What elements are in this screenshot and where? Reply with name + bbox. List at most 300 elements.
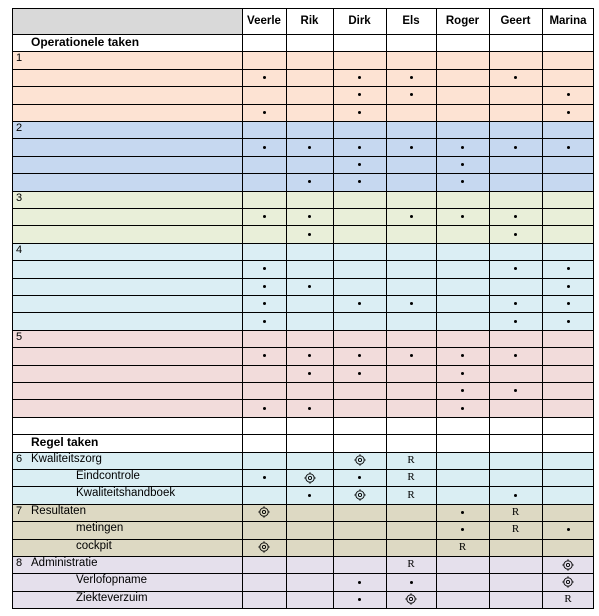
dot-marker (263, 285, 266, 288)
matrix-cell (542, 156, 594, 173)
dot-marker (461, 372, 464, 375)
table-row (12, 191, 594, 208)
column-header-rik: Rik (300, 15, 319, 27)
matrix-cell (286, 434, 333, 451)
matrix-cell (542, 34, 594, 51)
row-divider (12, 452, 594, 453)
matrix-cell (436, 591, 489, 608)
matrix-cell (489, 260, 542, 277)
matrix-cell (489, 34, 542, 51)
matrix-cell (333, 312, 386, 329)
dot-marker (514, 494, 517, 497)
dot-marker (410, 76, 413, 79)
dot-marker (567, 285, 570, 288)
matrix-cell (286, 260, 333, 277)
matrix-cell (242, 278, 286, 295)
matrix-cell (333, 104, 386, 121)
task-label: Verlofopname (76, 574, 147, 587)
matrix-cell (242, 591, 286, 608)
matrix-cell (242, 486, 286, 503)
section-row (12, 34, 594, 51)
matrix-cell (333, 399, 386, 416)
matrix-cell (436, 539, 489, 556)
matrix-cell (286, 138, 333, 155)
table-row (12, 138, 594, 155)
matrix-cell (286, 208, 333, 225)
table-row (12, 260, 594, 277)
dot-marker (308, 407, 311, 410)
matrix-cell (286, 86, 333, 103)
row-divider (12, 278, 594, 279)
matrix-cell (489, 365, 542, 382)
matrix-cell (542, 417, 594, 434)
matrix-cell (436, 191, 489, 208)
column-header-roger: Roger (445, 15, 480, 27)
dot-marker (308, 372, 311, 375)
column-header-geert: Geert (500, 15, 531, 27)
matrix-cell (489, 138, 542, 155)
table-row (12, 86, 594, 103)
responsible-marker: R (407, 558, 415, 571)
matrix-cell (286, 34, 333, 51)
matrix-cell (333, 539, 386, 556)
table-row (12, 504, 594, 521)
matrix-cell (333, 121, 386, 138)
matrix-cell (489, 556, 542, 573)
row-divider (12, 608, 594, 609)
task-label: Eindcontrole (76, 470, 140, 482)
column-header-els: Els (402, 15, 420, 27)
column-header-marina: Marina (549, 15, 587, 27)
matrix-cell (333, 486, 386, 503)
matrix-cell (436, 573, 489, 590)
task-label: Kwaliteitshandboek (76, 487, 176, 500)
row-divider (12, 312, 594, 313)
matrix-cell (386, 417, 436, 434)
matrix-cell (286, 347, 333, 364)
matrix-cell (489, 208, 542, 225)
column-divider (542, 8, 543, 609)
matrix-cell (436, 173, 489, 190)
responsible-marker: R (458, 540, 467, 553)
matrix-cell (542, 86, 594, 103)
matrix-cell (242, 51, 286, 68)
matrix-cell (242, 417, 286, 434)
column-divider (242, 8, 243, 609)
matrix-cell (436, 225, 489, 242)
matrix-cell (286, 330, 333, 347)
matrix-cell (542, 347, 594, 364)
matrix-cell (386, 138, 436, 155)
matrix-cell (489, 104, 542, 121)
target-icon (258, 506, 270, 518)
matrix-cell (386, 121, 436, 138)
dot-marker (461, 511, 464, 514)
matrix-cell (333, 417, 386, 434)
table-row (12, 382, 594, 399)
matrix-cell (542, 295, 594, 312)
header-row (12, 8, 594, 34)
dot-marker (263, 320, 266, 323)
matrix-cell (286, 486, 333, 503)
responsible-marker: R (407, 471, 415, 484)
matrix-cell (542, 382, 594, 399)
matrix-cell (436, 434, 489, 451)
matrix-cell (386, 278, 436, 295)
matrix-cell (242, 365, 286, 382)
matrix-cell (436, 504, 489, 521)
matrix-cell (333, 86, 386, 103)
matrix-cell (242, 69, 286, 86)
matrix-cell (242, 399, 286, 416)
group-number: 2 (16, 122, 23, 134)
table-row (12, 278, 594, 295)
group-number: 6 (16, 452, 23, 465)
matrix-cell (436, 104, 489, 121)
row-divider (12, 504, 594, 505)
matrix-cell (386, 191, 436, 208)
responsible-marker: R (511, 505, 520, 518)
matrix-cell (286, 365, 333, 382)
task-label: Administratie (31, 557, 98, 569)
dot-marker (514, 146, 517, 149)
matrix-cell (436, 521, 489, 538)
task-label: Resultaten (31, 504, 86, 517)
dot-marker (567, 320, 570, 323)
matrix-cell (436, 312, 489, 329)
matrix-cell (489, 504, 542, 521)
matrix-cell (436, 347, 489, 364)
matrix-cell (386, 469, 436, 486)
row-divider (12, 8, 594, 9)
matrix-cell (286, 278, 333, 295)
column-header-dirk: Dirk (348, 15, 371, 27)
dot-marker (358, 581, 361, 584)
matrix-cell (542, 591, 594, 608)
matrix-cell (386, 347, 436, 364)
dot-marker (567, 146, 570, 149)
matrix-cell (386, 539, 436, 556)
matrix-cell (489, 452, 542, 469)
matrix-cell (386, 86, 436, 103)
matrix-cell (333, 452, 386, 469)
dot-marker (410, 215, 413, 218)
task-label: Kwaliteitszorg (31, 452, 102, 465)
matrix-cell (286, 243, 333, 260)
matrix-cell (386, 434, 436, 451)
matrix-cell (333, 556, 386, 573)
matrix-cell (386, 312, 436, 329)
matrix-cell (542, 452, 594, 469)
matrix-cell (436, 365, 489, 382)
target-icon (304, 472, 316, 484)
dot-marker (358, 598, 361, 601)
matrix-cell (489, 573, 542, 590)
matrix-cell (386, 295, 436, 312)
dot-marker (308, 146, 311, 149)
matrix-cell (436, 295, 489, 312)
matrix-cell (242, 191, 286, 208)
matrix-cell (286, 573, 333, 590)
matrix-cell (489, 86, 542, 103)
section-title: Regel taken (31, 435, 99, 450)
matrix-cell (489, 156, 542, 173)
matrix-cell (242, 469, 286, 486)
matrix-cell (489, 225, 542, 242)
matrix-cell (333, 208, 386, 225)
row-divider (12, 260, 594, 261)
matrix-cell (542, 121, 594, 138)
matrix-cell (242, 330, 286, 347)
matrix-cell (386, 452, 436, 469)
matrix-cell (286, 69, 333, 86)
matrix-cell (286, 539, 333, 556)
matrix-cell (242, 556, 286, 573)
matrix-cell (386, 173, 436, 190)
matrix-cell (386, 51, 436, 68)
matrix-cell (333, 156, 386, 173)
row-divider (12, 365, 594, 366)
table-row (12, 486, 594, 503)
matrix-cell (242, 86, 286, 103)
dot-marker (461, 146, 464, 149)
matrix-cell (242, 539, 286, 556)
row-divider (12, 243, 594, 244)
dot-marker (461, 163, 464, 166)
matrix-cell (489, 417, 542, 434)
matrix-cell (542, 243, 594, 260)
matrix-cell (489, 469, 542, 486)
matrix-cell (436, 121, 489, 138)
matrix-cell (333, 295, 386, 312)
matrix-cell (386, 399, 436, 416)
matrix-cell (242, 156, 286, 173)
matrix-cell (286, 156, 333, 173)
row-divider (12, 69, 594, 70)
row-divider (12, 573, 594, 574)
group-number: 7 (16, 504, 23, 517)
matrix-cell (489, 121, 542, 138)
matrix-cell (436, 34, 489, 51)
row-divider (12, 51, 594, 52)
target-icon (562, 576, 574, 588)
matrix-cell (489, 330, 542, 347)
matrix-cell (542, 539, 594, 556)
matrix-cell (286, 295, 333, 312)
row-divider (12, 156, 594, 157)
matrix-cell (333, 260, 386, 277)
dot-marker (358, 372, 361, 375)
matrix-cell (489, 347, 542, 364)
matrix-cell (242, 573, 286, 590)
matrix-cell (333, 521, 386, 538)
responsible-marker: R (511, 523, 520, 536)
matrix-cell (542, 208, 594, 225)
dot-marker (308, 233, 311, 236)
table-row (12, 104, 594, 121)
row-divider (12, 104, 594, 105)
row-divider (12, 521, 594, 522)
dot-marker (263, 111, 266, 114)
matrix-cell (333, 434, 386, 451)
table-row (12, 556, 594, 573)
matrix-cell (242, 173, 286, 190)
row-divider (12, 295, 594, 296)
table-row (12, 591, 594, 608)
dot-marker (410, 581, 413, 584)
table-row (12, 573, 594, 590)
matrix-cell (542, 486, 594, 503)
matrix-cell (542, 191, 594, 208)
matrix-cell (286, 417, 333, 434)
matrix-cell (333, 365, 386, 382)
table-row (12, 295, 594, 312)
matrix-cell (542, 469, 594, 486)
table-row (12, 365, 594, 382)
matrix-cell (242, 225, 286, 242)
table-row (12, 173, 594, 190)
matrix-cell (436, 330, 489, 347)
matrix-cell (386, 69, 436, 86)
dot-marker (567, 302, 570, 305)
dot-marker (358, 76, 361, 79)
group-number: 4 (16, 243, 23, 256)
matrix-cell (542, 225, 594, 242)
matrix-cell (489, 278, 542, 295)
matrix-cell (386, 486, 436, 503)
matrix-cell (242, 138, 286, 155)
matrix-cell (436, 243, 489, 260)
matrix-cell (386, 156, 436, 173)
matrix-cell (286, 191, 333, 208)
matrix-cell (242, 452, 286, 469)
matrix-cell (542, 521, 594, 538)
dot-marker (410, 146, 413, 149)
matrix-cell (242, 208, 286, 225)
row-divider (12, 417, 594, 418)
matrix-cell (489, 434, 542, 451)
matrix-cell (489, 591, 542, 608)
row-divider (12, 86, 594, 87)
row-divider (12, 34, 594, 35)
matrix-cell (386, 382, 436, 399)
matrix-cell (242, 295, 286, 312)
dot-marker (514, 76, 517, 79)
matrix-cell (489, 69, 542, 86)
table-row (12, 69, 594, 86)
matrix-cell (242, 34, 286, 51)
matrix-cell (333, 138, 386, 155)
matrix-cell (436, 260, 489, 277)
matrix-cell (542, 69, 594, 86)
matrix-cell (542, 330, 594, 347)
group-number: 8 (16, 557, 23, 569)
matrix-cell (386, 34, 436, 51)
matrix-cell (489, 382, 542, 399)
row-divider (12, 121, 594, 122)
matrix-cell (436, 382, 489, 399)
task-label: Ziekteverzuim (76, 591, 148, 604)
dot-marker (567, 111, 570, 114)
table-row (12, 243, 594, 260)
matrix-cell (436, 208, 489, 225)
table-row (12, 208, 594, 225)
column-divider (12, 8, 13, 609)
row-divider (12, 208, 594, 209)
row-divider (12, 539, 594, 540)
matrix-cell (489, 486, 542, 503)
target-icon (562, 559, 574, 571)
matrix-cell (242, 504, 286, 521)
matrix-cell (386, 365, 436, 382)
matrix-cell (286, 399, 333, 416)
matrix-cell (286, 382, 333, 399)
matrix-cell (386, 504, 436, 521)
matrix-cell (386, 573, 436, 590)
column-divider (593, 8, 594, 609)
matrix-cell (333, 504, 386, 521)
matrix-cell (242, 312, 286, 329)
table-row (12, 521, 594, 538)
column-divider (333, 8, 334, 609)
target-icon (405, 593, 417, 605)
matrix-cell (333, 573, 386, 590)
matrix-cell (542, 51, 594, 68)
matrix-cell (436, 69, 489, 86)
matrix-cell (242, 243, 286, 260)
target-icon (354, 454, 366, 466)
table-row (12, 330, 594, 347)
row-divider (12, 138, 594, 139)
matrix-cell (286, 173, 333, 190)
matrix-cell (333, 469, 386, 486)
matrix-cell (542, 173, 594, 190)
matrix-cell (436, 486, 489, 503)
matrix-cell (542, 399, 594, 416)
matrix-cell (436, 86, 489, 103)
matrix-cell (386, 330, 436, 347)
dot-marker (308, 494, 311, 497)
section-row (12, 434, 594, 451)
matrix-cell (489, 539, 542, 556)
matrix-cell (542, 573, 594, 590)
matrix-cell (542, 504, 594, 521)
matrix-cell (286, 225, 333, 242)
matrix-cell (542, 365, 594, 382)
table-row (12, 469, 594, 486)
row-divider (12, 191, 594, 192)
matrix-cell (489, 51, 542, 68)
matrix-cell (333, 191, 386, 208)
group-number: 3 (16, 191, 23, 204)
matrix-cell (242, 121, 286, 138)
table-row (12, 121, 594, 138)
column-divider (489, 8, 490, 609)
matrix-cell (542, 556, 594, 573)
matrix-cell (286, 312, 333, 329)
dot-marker (514, 320, 517, 323)
matrix-cell (242, 434, 286, 451)
row-divider (12, 591, 594, 592)
row-divider (12, 486, 594, 487)
matrix-cell (489, 521, 542, 538)
matrix-cell (242, 260, 286, 277)
row-divider (12, 347, 594, 348)
column-divider (436, 8, 437, 609)
matrix-cell (436, 278, 489, 295)
matrix-cell (333, 347, 386, 364)
matrix-cell (242, 521, 286, 538)
